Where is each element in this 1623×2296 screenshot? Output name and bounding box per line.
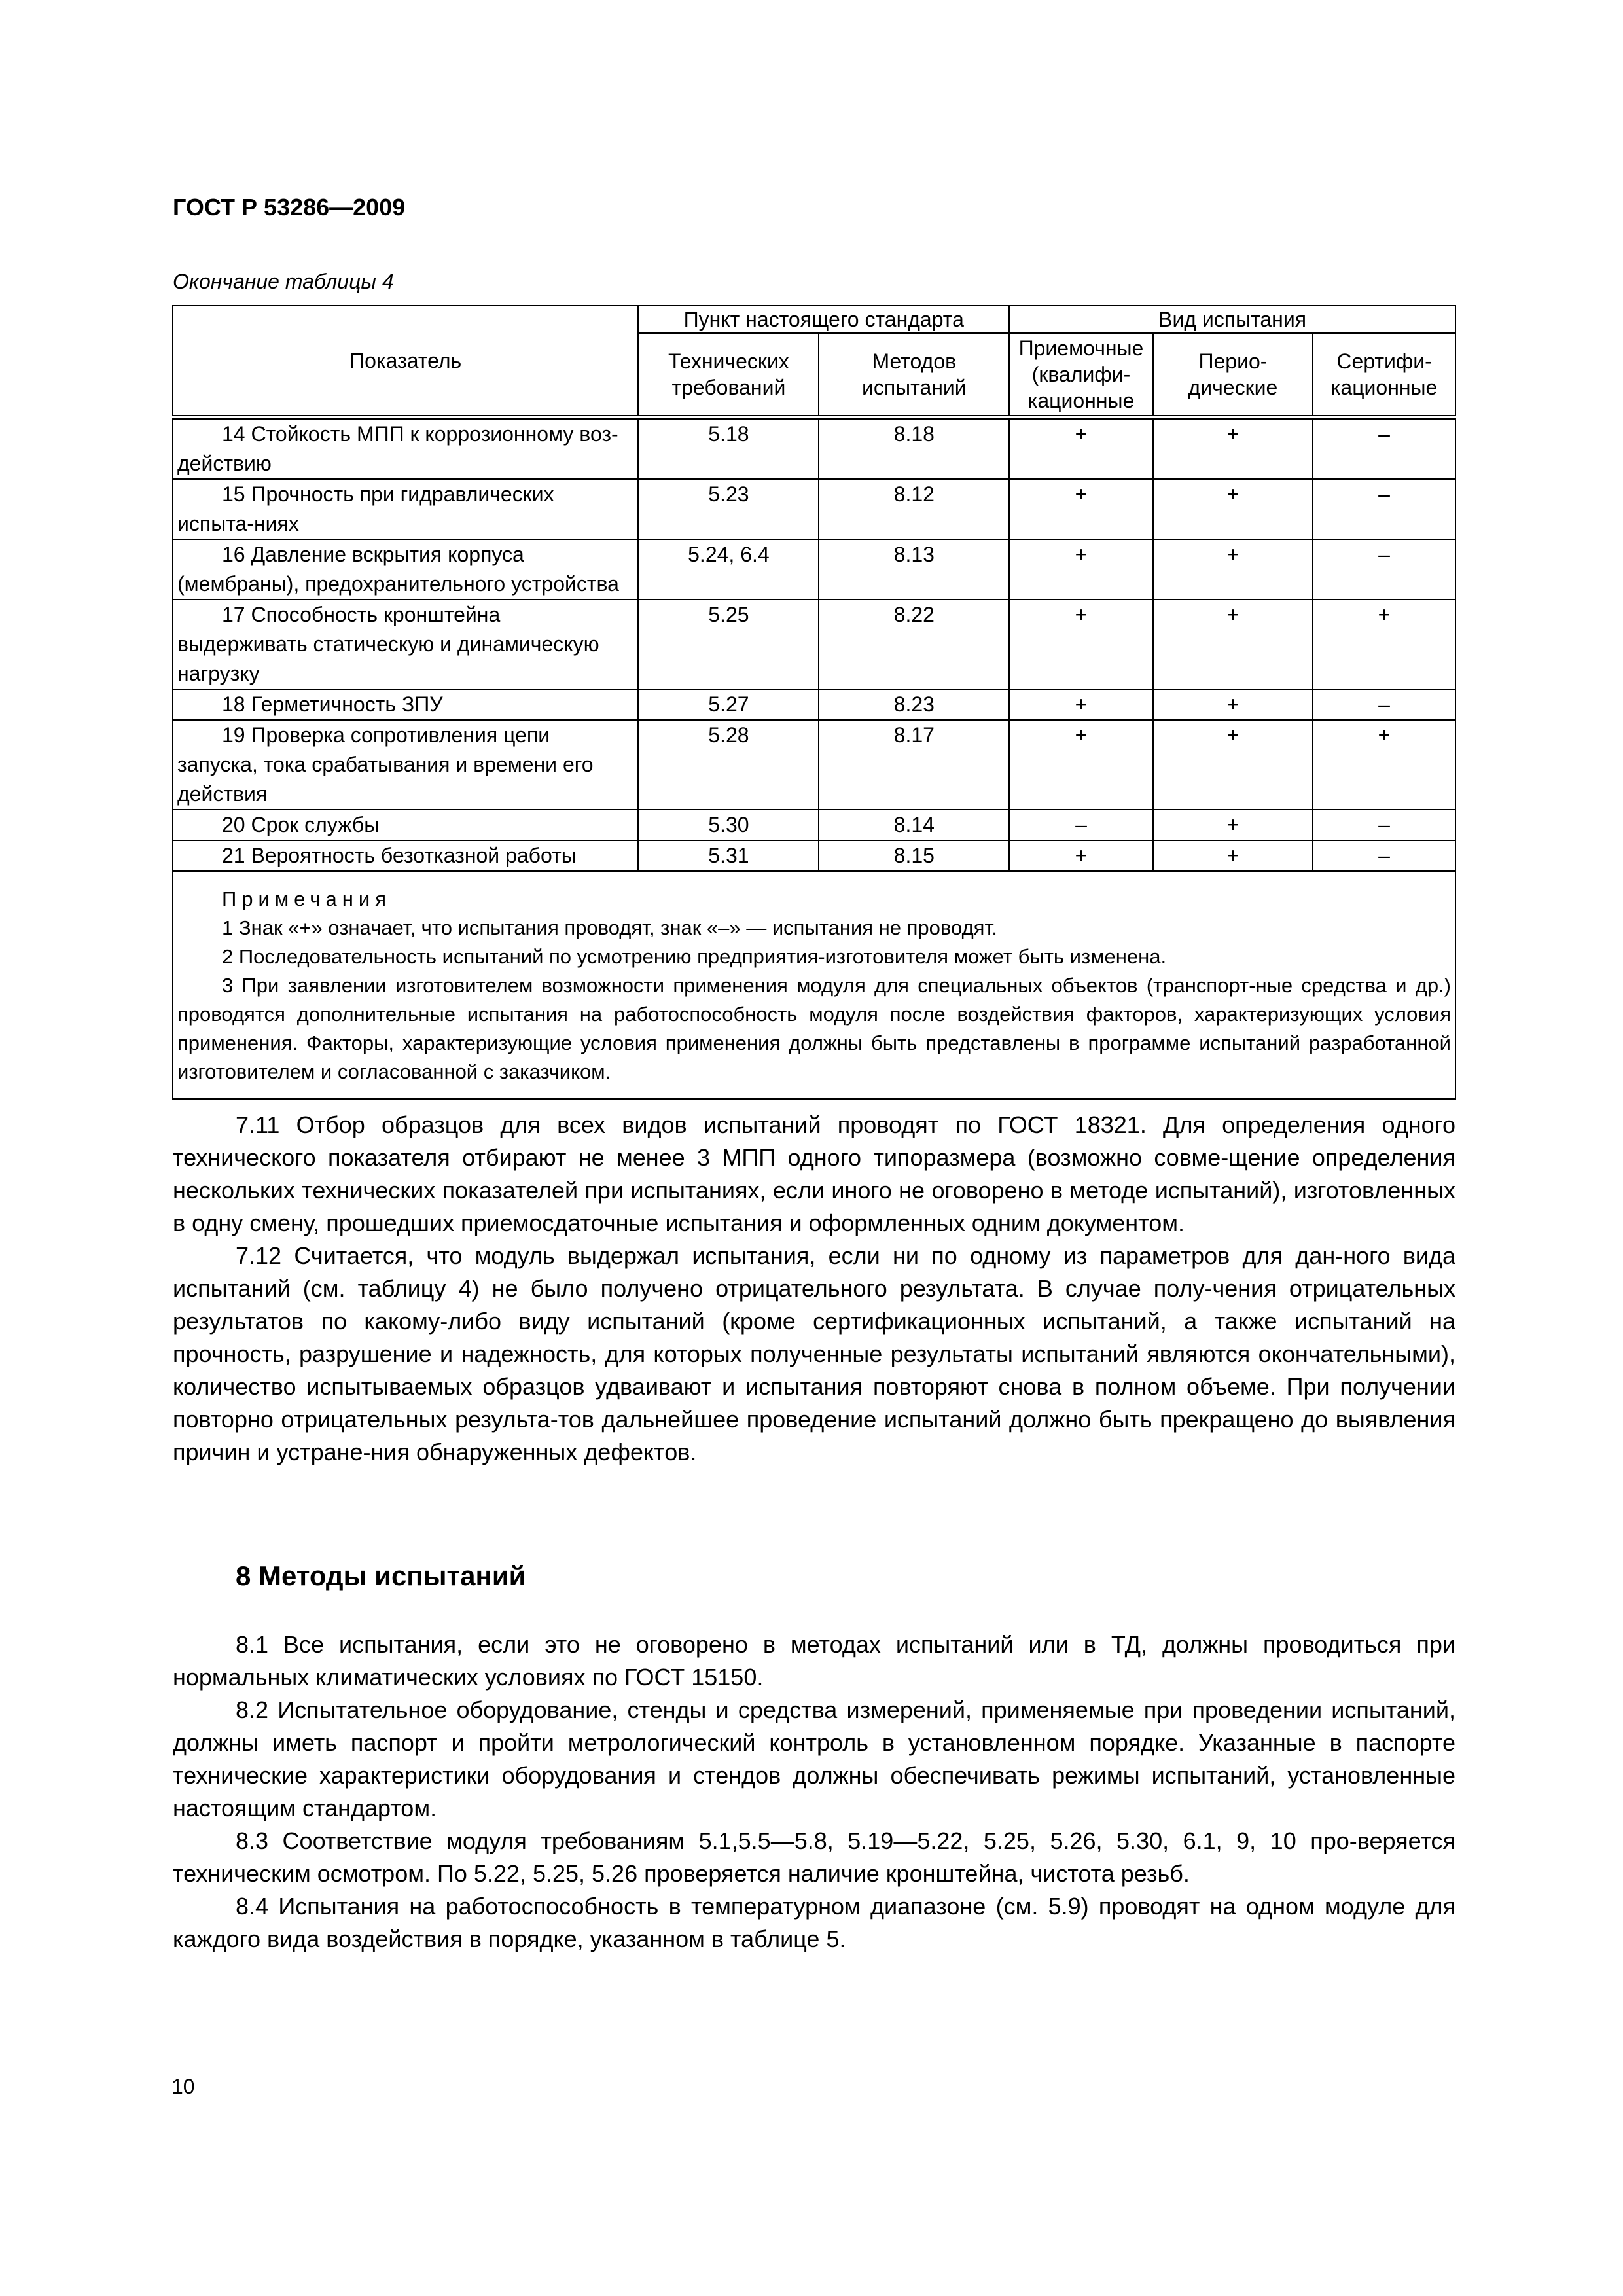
cell-test-methods: 8.22 — [819, 600, 1009, 689]
cell-test-methods: 8.15 — [819, 840, 1009, 871]
note-item: 2 Последовательность испытаний по усмотрению предприятия-изготовителя может быть изменена. — [222, 945, 1167, 968]
cell-indicator: 19 Проверка сопротивления цепи запуска, тока срабатывания и времени его действия — [173, 720, 638, 810]
cell-indicator: 20 Срок службы — [173, 810, 638, 840]
document-code: ГОСТ Р 53286—2009 — [173, 194, 406, 221]
paragraph-8-4: 8.4 Испытания на работоспособность в температурном диапазоне (см. 5.9) проводят на одном модуле для каждого вида воздействия в порядке, указанном в таблице 5. — [173, 1893, 1455, 1952]
cell-test-methods: 8.14 — [819, 810, 1009, 840]
table-row — [173, 418, 1455, 480]
header-clause-group: Пункт настоящего стандарта — [638, 306, 1009, 333]
note-item: 1 Знак «+» означает, что испытания проводят, знак «–» — испытания не проводят. — [222, 916, 997, 939]
paragraph-7-11: 7.11 Отбор образцов для всех видов испытаний проводят по ГОСТ 18321. Для определения одного технического показателя отбирают не менее 3 МПП одного типоразмера (возможно совме-щение определения нескольких технических показателей при испытаниях, если иного не оговорено в методе испытаний), изготовленных в одну смену, прошедших приемосдаточные испытания и оформленных одним документом. — [173, 1111, 1455, 1236]
cell-periodic: + — [1153, 600, 1313, 689]
cell-periodic: + — [1153, 479, 1313, 539]
cell-periodic: + — [1153, 810, 1313, 840]
cell-indicator: 15 Прочность при гидравлических испыта-ниях — [173, 479, 638, 539]
cell-test-methods: 8.12 — [819, 479, 1009, 539]
cell-tech-req: 5.23 — [638, 479, 819, 539]
header-tech-req: Технических требований — [638, 333, 819, 418]
header-periodic: Перио-дические — [1153, 333, 1313, 418]
table-row — [173, 689, 1455, 720]
cell-tech-req: 5.30 — [638, 810, 819, 840]
cell-periodic: + — [1153, 720, 1313, 810]
cell-periodic: + — [1153, 840, 1313, 871]
cell-tech-req: 5.31 — [638, 840, 819, 871]
table-notes — [173, 871, 1455, 1099]
cell-tech-req: 5.18 — [638, 418, 819, 480]
table-row — [173, 720, 1455, 810]
cell-test-methods: 8.18 — [819, 418, 1009, 480]
cell-certification: + — [1313, 600, 1455, 689]
table-row — [173, 539, 1455, 600]
cell-certification: – — [1313, 840, 1455, 871]
cell-test-methods: 8.17 — [819, 720, 1009, 810]
cell-periodic: + — [1153, 689, 1313, 720]
cell-certification: – — [1313, 479, 1455, 539]
cell-indicator: 21 Вероятность безотказной работы — [173, 840, 638, 871]
paragraph-8-1: 8.1 Все испытания, если это не оговорено в методах испытаний или в ТД, должны проводиться при нормальных климатических условиях по ГОСТ 15150. — [173, 1631, 1455, 1691]
cell-certification: – — [1313, 810, 1455, 840]
cell-acceptance: + — [1009, 539, 1153, 600]
header-test-type-group: Вид испытания — [1009, 306, 1455, 333]
paragraph-8-2: 8.2 Испытательное оборудование, стенды и средства измерений, применяемые при проведении испытаний, должны иметь паспорт и пройти метрологический контроль в установленном порядке. Указанные в паспорте технические характеристики оборудования и стендов должны обеспечивать режимы испытаний, установленные настоящим стандартом. — [173, 1696, 1455, 1821]
cell-tech-req: 5.24, 6.4 — [638, 539, 819, 600]
page-number: 10 — [171, 2075, 195, 2098]
cell-test-methods: 8.13 — [819, 539, 1009, 600]
cell-indicator: 14 Стойкость МПП к коррозионному воз-действию — [173, 418, 638, 480]
cell-acceptance: + — [1009, 689, 1153, 720]
cell-tech-req: 5.28 — [638, 720, 819, 810]
header-certification: Сертифи-кационные — [1313, 333, 1455, 418]
header-indicator: Показатель — [173, 306, 638, 418]
cell-certification: – — [1313, 418, 1455, 480]
cell-test-methods: 8.23 — [819, 689, 1009, 720]
cell-acceptance: + — [1009, 840, 1153, 871]
cell-indicator: 17 Способность кронштейна выдерживать статическую и динамическую нагрузку — [173, 600, 638, 689]
table-row — [173, 479, 1455, 539]
notes-title: Примечания — [222, 888, 391, 910]
cell-acceptance: + — [1009, 720, 1153, 810]
section-7-text — [173, 1109, 1455, 1469]
section-8-text — [173, 1628, 1455, 1956]
table-row — [173, 840, 1455, 871]
cell-tech-req: 5.25 — [638, 600, 819, 689]
paragraph-8-3: 8.3 Соответствие модуля требованиям 5.1,5.5—5.8, 5.19—5.22, 5.25, 5.26, 5.30, 6.1, 9, 10 про-веряется техническим осмотром. По 5.22, 5.25, 5.26 проверяется наличие кронштейна, чистота резьб. — [173, 1827, 1455, 1887]
header-acceptance: Приемочные (квалифи-кационные — [1009, 333, 1153, 418]
table-row — [173, 810, 1455, 840]
header-test-methods: Методов испытаний — [819, 333, 1009, 418]
cell-periodic: + — [1153, 418, 1313, 480]
section-8-heading: 8 Методы испытаний — [236, 1560, 526, 1591]
cell-acceptance: + — [1009, 479, 1153, 539]
table-caption: Окончание таблицы 4 — [173, 270, 394, 293]
table-4 — [172, 305, 1456, 1100]
cell-acceptance: – — [1009, 810, 1153, 840]
cell-certification: + — [1313, 720, 1455, 810]
note-item: 3 При заявлении изготовителем возможности применения модуля для специальных объектов (транспорт-ные средства и др.) проводятся дополнительные испытания на работоспособность модуля после воздействия факторов, характеризующих условия применения. Факторы, характеризующие условия применения должны быть представлены в программе испытаний разработанной изготовителем и согласованной с заказчиком. — [177, 974, 1451, 1083]
cell-periodic: + — [1153, 539, 1313, 600]
paragraph-7-12: 7.12 Считается, что модуль выдержал испытания, если ни по одному из параметров для дан-ного вида испытаний (см. таблицу 4) не было получено отрицательного результата. В случае полу-чения отрицательных результатов по какому-либо виду испытаний (кроме сертификационных испытаний, а также испытаний на прочность, разрушение и надежность, для которых полученные результаты испытаний являются окончательными), количество испытываемых образцов удваивают и испытания повторяют снова в полном объеме. При получении повторно отрицательных результа-тов дальнейшее проведение испытаний должно быть прекращено до выявления причин и устране-ния обнаруженных дефектов. — [173, 1242, 1455, 1465]
cell-acceptance: + — [1009, 600, 1153, 689]
cell-indicator: 18 Герметичность ЗПУ — [173, 689, 638, 720]
cell-acceptance: + — [1009, 418, 1153, 480]
cell-indicator: 16 Давление вскрытия корпуса (мембраны), предохранительного устройства — [173, 539, 638, 600]
cell-certification: – — [1313, 689, 1455, 720]
cell-certification: – — [1313, 539, 1455, 600]
cell-tech-req: 5.27 — [638, 689, 819, 720]
table-row — [173, 600, 1455, 689]
